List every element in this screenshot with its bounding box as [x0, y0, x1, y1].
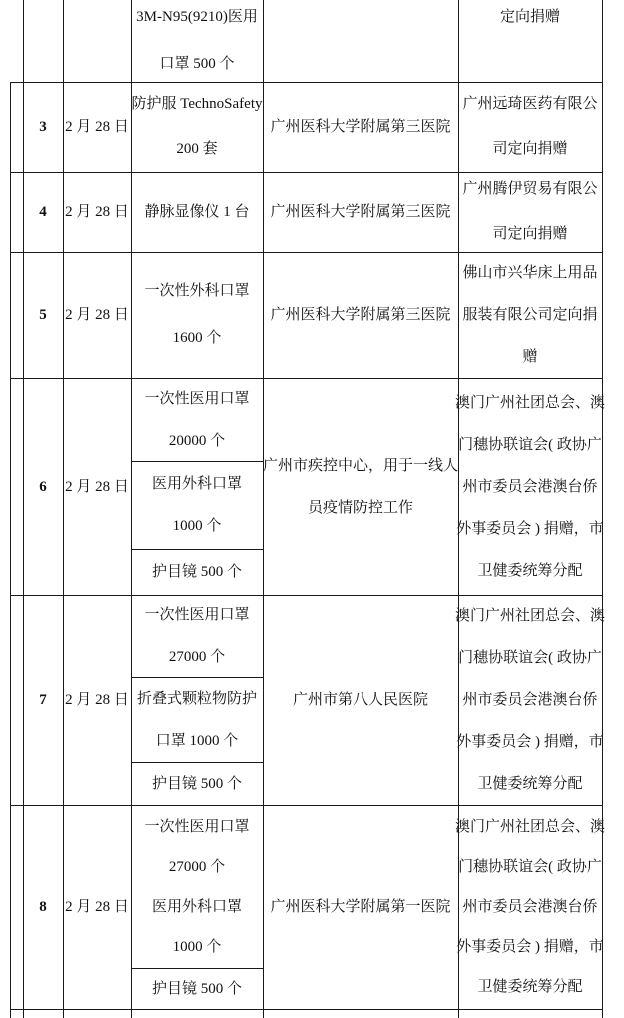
- donor-line: 外事委员会 ) 捐赠，市: [456, 520, 604, 537]
- date-cell: [63, 252, 131, 378]
- donor-line: 州市委员会港澳台侨: [462, 692, 598, 708]
- recipient-cell: [263, 595, 458, 805]
- date-cell: [63, 172, 131, 252]
- row-number: 3: [39, 118, 47, 135]
- item-line: 一次性外科口罩: [144, 283, 250, 299]
- donor-cell: [458, 0, 602, 34]
- recipient-cell: [263, 378, 458, 595]
- item-line: 医用外科口罩: [151, 476, 242, 492]
- recipient-line: 广州市第八人民医院: [292, 692, 428, 708]
- grid-line-horizontal: [10, 1009, 603, 1010]
- date-cell: [63, 595, 131, 805]
- item-line: 一次性医用口罩: [144, 390, 250, 407]
- item-line: 1600 个: [172, 330, 222, 346]
- items-subcell: [131, 762, 263, 805]
- item-line: 200 套: [176, 141, 218, 157]
- donor-line: 服装有限公司定向捐: [462, 307, 598, 323]
- donor-line: 司定向捐赠: [492, 141, 568, 157]
- donor-cell: [455, 805, 606, 1009]
- item-line: 1000 个: [172, 938, 222, 955]
- donor-line: 澳门广州社团总会、澳: [455, 394, 606, 411]
- item-line: 一次性医用口罩: [144, 607, 250, 623]
- row-number-cell: [23, 595, 63, 805]
- donor-line: 卫健委统筹分配: [477, 979, 583, 995]
- item-line: 防护服 TechnoSafety: [131, 96, 263, 112]
- recipient-line: 广州医科大学附属第三医院: [270, 306, 451, 323]
- row-number-cell: [23, 805, 63, 1009]
- date-text: 2 月 28 日: [65, 899, 129, 915]
- donor-cell: [458, 172, 602, 252]
- donor-line: 佛山市兴华床上用品: [462, 265, 598, 281]
- recipient-cell: [263, 805, 458, 1009]
- date-text: 2 月 28 日: [65, 203, 129, 220]
- donor-line: 外事委员会 ) 捐赠，市: [456, 734, 604, 750]
- recipient-line: 广州医科大学附属第三医院: [270, 203, 451, 220]
- date-text: 2 月 28 日: [65, 306, 129, 323]
- row-number: 7: [39, 692, 47, 708]
- date-cell: [63, 805, 131, 1009]
- item-line: 3M-N95(9210)医用: [136, 9, 258, 25]
- date-cell: [63, 378, 131, 595]
- items-subcell: [131, 549, 263, 595]
- donor-line: 广州腾伊贸易有限公: [462, 181, 598, 197]
- donor-line: 州市委员会港澳台侨: [462, 478, 598, 495]
- donor-line: 司定向捐赠: [492, 226, 568, 242]
- date-text: 2 月 28 日: [65, 692, 129, 708]
- row-number: 8: [39, 899, 47, 915]
- donor-line: 定向捐赠: [499, 9, 560, 25]
- item-line: 静脉显像仪 1 台: [144, 203, 250, 220]
- items-subcell: [131, 968, 263, 1009]
- item-line: 20000 个: [168, 432, 226, 449]
- donor-cell: [458, 82, 602, 172]
- date-text: 2 月 28 日: [65, 118, 129, 135]
- item-line: 护目镜 500 个: [151, 980, 242, 997]
- items-subcell: [131, 677, 263, 762]
- grid-line-vertical: [10, 82, 11, 1018]
- items-cell: [131, 252, 263, 378]
- items-subcell: [131, 805, 263, 968]
- row-number: 4: [39, 203, 47, 220]
- donor-line: 广州远琦医药有限公: [462, 96, 598, 112]
- items-subcell: [131, 378, 263, 461]
- donor-cell: [455, 595, 606, 805]
- row-number-cell: [23, 378, 63, 595]
- recipient-cell: [263, 252, 458, 378]
- donor-line: 赠: [522, 349, 538, 365]
- date-text: 2 月 28 日: [65, 478, 129, 495]
- donor-line: 州市委员会港澳台侨: [462, 899, 598, 915]
- donor-line: 澳门广州社团总会、澳: [455, 608, 606, 624]
- item-line: 1000 个: [172, 518, 222, 534]
- items-subcell: [131, 461, 263, 549]
- item-line: 护目镜 500 个: [151, 775, 242, 792]
- recipient-line: 广州医科大学附属第三医院: [270, 118, 451, 135]
- donor-line: 卫健委统筹分配: [477, 562, 583, 579]
- item-line: 一次性医用口罩: [144, 818, 250, 835]
- recipient-line: 广州医科大学附属第一医院: [270, 899, 451, 915]
- item-line: 27000 个: [168, 649, 226, 665]
- row-number-cell: [23, 252, 63, 378]
- donor-line: 卫健委统筹分配: [477, 776, 583, 792]
- row-number: 6: [39, 478, 47, 495]
- item-line: 医用外科口罩: [151, 898, 242, 915]
- items-cell: [131, 0, 263, 82]
- donor-line: 门穗协联谊会( 政协广: [458, 436, 602, 453]
- item-line: 口罩 500 个: [159, 56, 235, 72]
- donor-line: 门穗协联谊会( 政协广: [458, 650, 602, 666]
- items-cell: [131, 82, 263, 172]
- items-subcell: [131, 595, 263, 677]
- item-line: 护目镜 500 个: [151, 564, 242, 580]
- item-line: 27000 个: [168, 858, 226, 875]
- donor-line: 门穗协联谊会( 政协广: [458, 859, 602, 875]
- recipient-cell: [263, 172, 458, 252]
- donor-line: 外事委员会 ) 捐赠，市: [456, 939, 604, 955]
- item-line: 折叠式颗粒物防护: [136, 690, 257, 707]
- date-cell: [63, 82, 131, 172]
- donor-line: 澳门广州社团总会、澳: [455, 819, 606, 835]
- row-number-cell: [23, 82, 63, 172]
- row-number: 5: [39, 306, 47, 323]
- row-number-cell: [23, 172, 63, 252]
- donor-cell: [455, 378, 606, 595]
- recipient-cell: [263, 82, 458, 172]
- recipient-line: 广州市疾控中心，用于一线人: [263, 457, 459, 474]
- items-cell: [131, 172, 263, 252]
- recipient-line: 员疫情防控工作: [307, 499, 413, 516]
- item-line: 口罩 1000 个: [155, 732, 239, 749]
- donor-cell: [458, 252, 602, 378]
